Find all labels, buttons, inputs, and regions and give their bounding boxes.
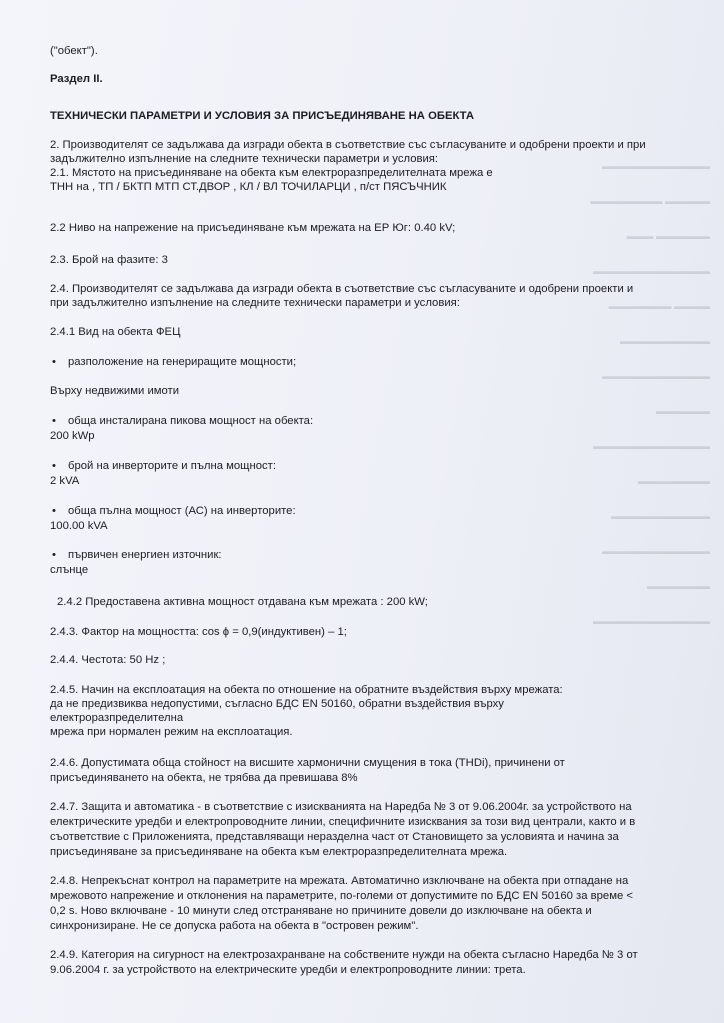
paragraph-2-line-1: 2. Производителят се задължава да изгради обекта в съответствие със съгласуваните и одобрени проекти и при — [50, 139, 646, 151]
paragraph-2-4-2: 2.4.2 Предоставена активна мощност отдавана към мрежата : 200 kW; — [57, 596, 428, 608]
paragraph-2-4-1: 2.4.1 Вид на обекта ФЕЦ — [50, 326, 181, 338]
bullet-generation-placement: • разположение на генериращите мощности; — [50, 355, 650, 370]
paragraph-2-4-5-line-3: електроразпределителна — [50, 712, 184, 724]
paragraph-2-4-5-line-4: мрежа при нормален режим на експлоатация. — [50, 726, 293, 738]
bleed-through-text: ▬▬▬▬▬▬▬▬▬▬▬▬ ▬▬▬▬▬ ▬▬▬▬▬▬▬▬ ▬▬▬▬▬▬ ▬▬▬ ▬▬▬▬▬▬▬▬▬▬▬▬▬ ▬▬▬▬ ▬▬▬▬▬▬▬ ▬▬▬▬▬▬▬▬▬▬ ▬▬▬▬▬▬▬▬▬▬▬▬ ▬▬▬▬▬▬ ▬▬▬▬▬▬▬▬▬▬▬▬▬ ▬▬▬▬▬▬▬▬ ▬▬▬▬▬▬▬▬▬▬▬ ▬▬▬▬▬▬▬▬▬▬▬▬ ▬▬▬▬▬▬▬ ▬▬▬▬▬▬▬▬▬▬▬▬▬ — [590, 161, 710, 626]
paragraph-2-4-8-line-2: мрежовото напрежение и отклонения на параметрите, по-големи от допустимите по БДС EN 50160 за време < — [50, 890, 633, 902]
paragraph-2-4-6-line-1: 2.4.6. Допустимата обща стойност на висшите хармонични смущения в тока (THDi), причинени от — [50, 757, 565, 769]
ac-power-value: 100.00 kVA — [50, 520, 108, 532]
bullet-peak-power: • обща инсталирана пикова мощност на обекта: — [50, 414, 650, 429]
paragraph-2-1-line-2: ТНН на , ТП / БКТП МТП СТ.ДВОР , КЛ / ВЛ ТОЧИЛАРЦИ , п/ст ПЯСЪЧНИК — [50, 181, 447, 193]
paragraph-2-1-line-1: 2.1. Мястото на присъединяване на обекта към електроразпределителната мрежа е — [50, 167, 493, 179]
paragraph-2-3: 2.3. Брой на фазите: 3 — [50, 254, 168, 266]
paragraph-2-4-7-line-4: присъединяване за присъединяване на обекта към електроразпределителната мрежа. — [50, 846, 508, 858]
paragraph-2-4-line-2: при задължително изпълнение на следните технически параметри и условия: — [50, 297, 460, 309]
paragraph-2-4-9-line-2: 9.06.2004 г. за устройството на електрическите уредби и електропроводните линии: трета. — [50, 964, 526, 976]
energy-source-value: слънце — [50, 564, 89, 576]
inverters-value: 2 kVA — [50, 475, 80, 487]
paragraph-2-2: 2.2 Ниво на напрежение на присъединяване към мрежата на ЕР Юг: 0.40 kV; — [50, 222, 456, 234]
paragraph-2-4-4: 2.4.4. Честота: 50 Hz ; — [50, 654, 166, 666]
paragraph-2-4-8-line-1: 2.4.8. Непрекъснат контрол на параметрите на мрежата. Автоматично изключване на обекта при отпадане на — [50, 875, 629, 887]
paragraph-2-4-line-1: 2.4. Производителят се задължава да изгради обекта в съответствие със съгласуваните и одобрени проекти и — [50, 283, 634, 295]
bullet-inverters: • брой на инверторите и пълна мощност: — [50, 459, 650, 474]
object-reference: ("обект"). — [50, 45, 98, 57]
paragraph-2-4-6-line-2: присъединяването на обекта, не трябва да превишава 8% — [50, 772, 358, 784]
paragraph-2-4-3: 2.4.3. Фактор на мощността: cos ϕ = 0,9(индуктивен) – 1; — [50, 626, 347, 638]
bullet-energy-source: • първичен енергиен източник: — [50, 548, 650, 563]
paragraph-2-4-8-line-4: синхронизиране. Не се допуска работа на обекта в "островен режим". — [50, 920, 419, 932]
paragraph-2-4-8-line-3: 0,2 s. Ново включване - 10 минути след отстраняване но причините довели до изключване на обекта и — [50, 905, 592, 917]
paragraph-2-4-7-line-1: 2.4.7. Защита и автоматика - в съответствие с изискванията на Наредба № 3 от 9.06.2004г. за устройството на — [50, 801, 632, 813]
paragraph-2-4-7-line-2: електрическите уредби и електропроводните линии, специфичните изисквания за този вид централи, както и в — [50, 816, 636, 828]
location-text: Върху недвижими имоти — [50, 385, 180, 397]
paragraph-2-4-7-line-3: съответствие с Приложенията, представляващи неразделна част от Становището за условията и начина за — [50, 831, 619, 843]
section-title: Раздел II. — [50, 73, 103, 85]
paragraph-2-4-9-line-1: 2.4.9. Категория на сигурност на електрозахранване на собствените нужди на обекта съгласно Наредба № 3 от — [50, 949, 638, 961]
paragraph-2-4-5-line-2: да не предизвиква недопустими, съгласно БДС EN 50160, обратни въздействия върху — [50, 698, 504, 710]
paragraph-2-line-2: задължително изпълнение на следните технически параметри и условия: — [50, 153, 439, 165]
paragraph-2-4-5-line-1: 2.4.5. Начин на експлоатация на обекта по отношение на обратните въздействия върху мрежата: — [50, 684, 563, 696]
section-heading: ТЕХНИЧЕСКИ ПАРАМЕТРИ И УСЛОВИЯ ЗА ПРИСЪЕДИНЯВАНЕ НА ОБЕКТА — [50, 110, 475, 122]
peak-power-value: 200 kWp — [50, 430, 95, 442]
bullet-ac-power: • обща пълна мощност (АС) на инверторите: — [50, 504, 650, 519]
